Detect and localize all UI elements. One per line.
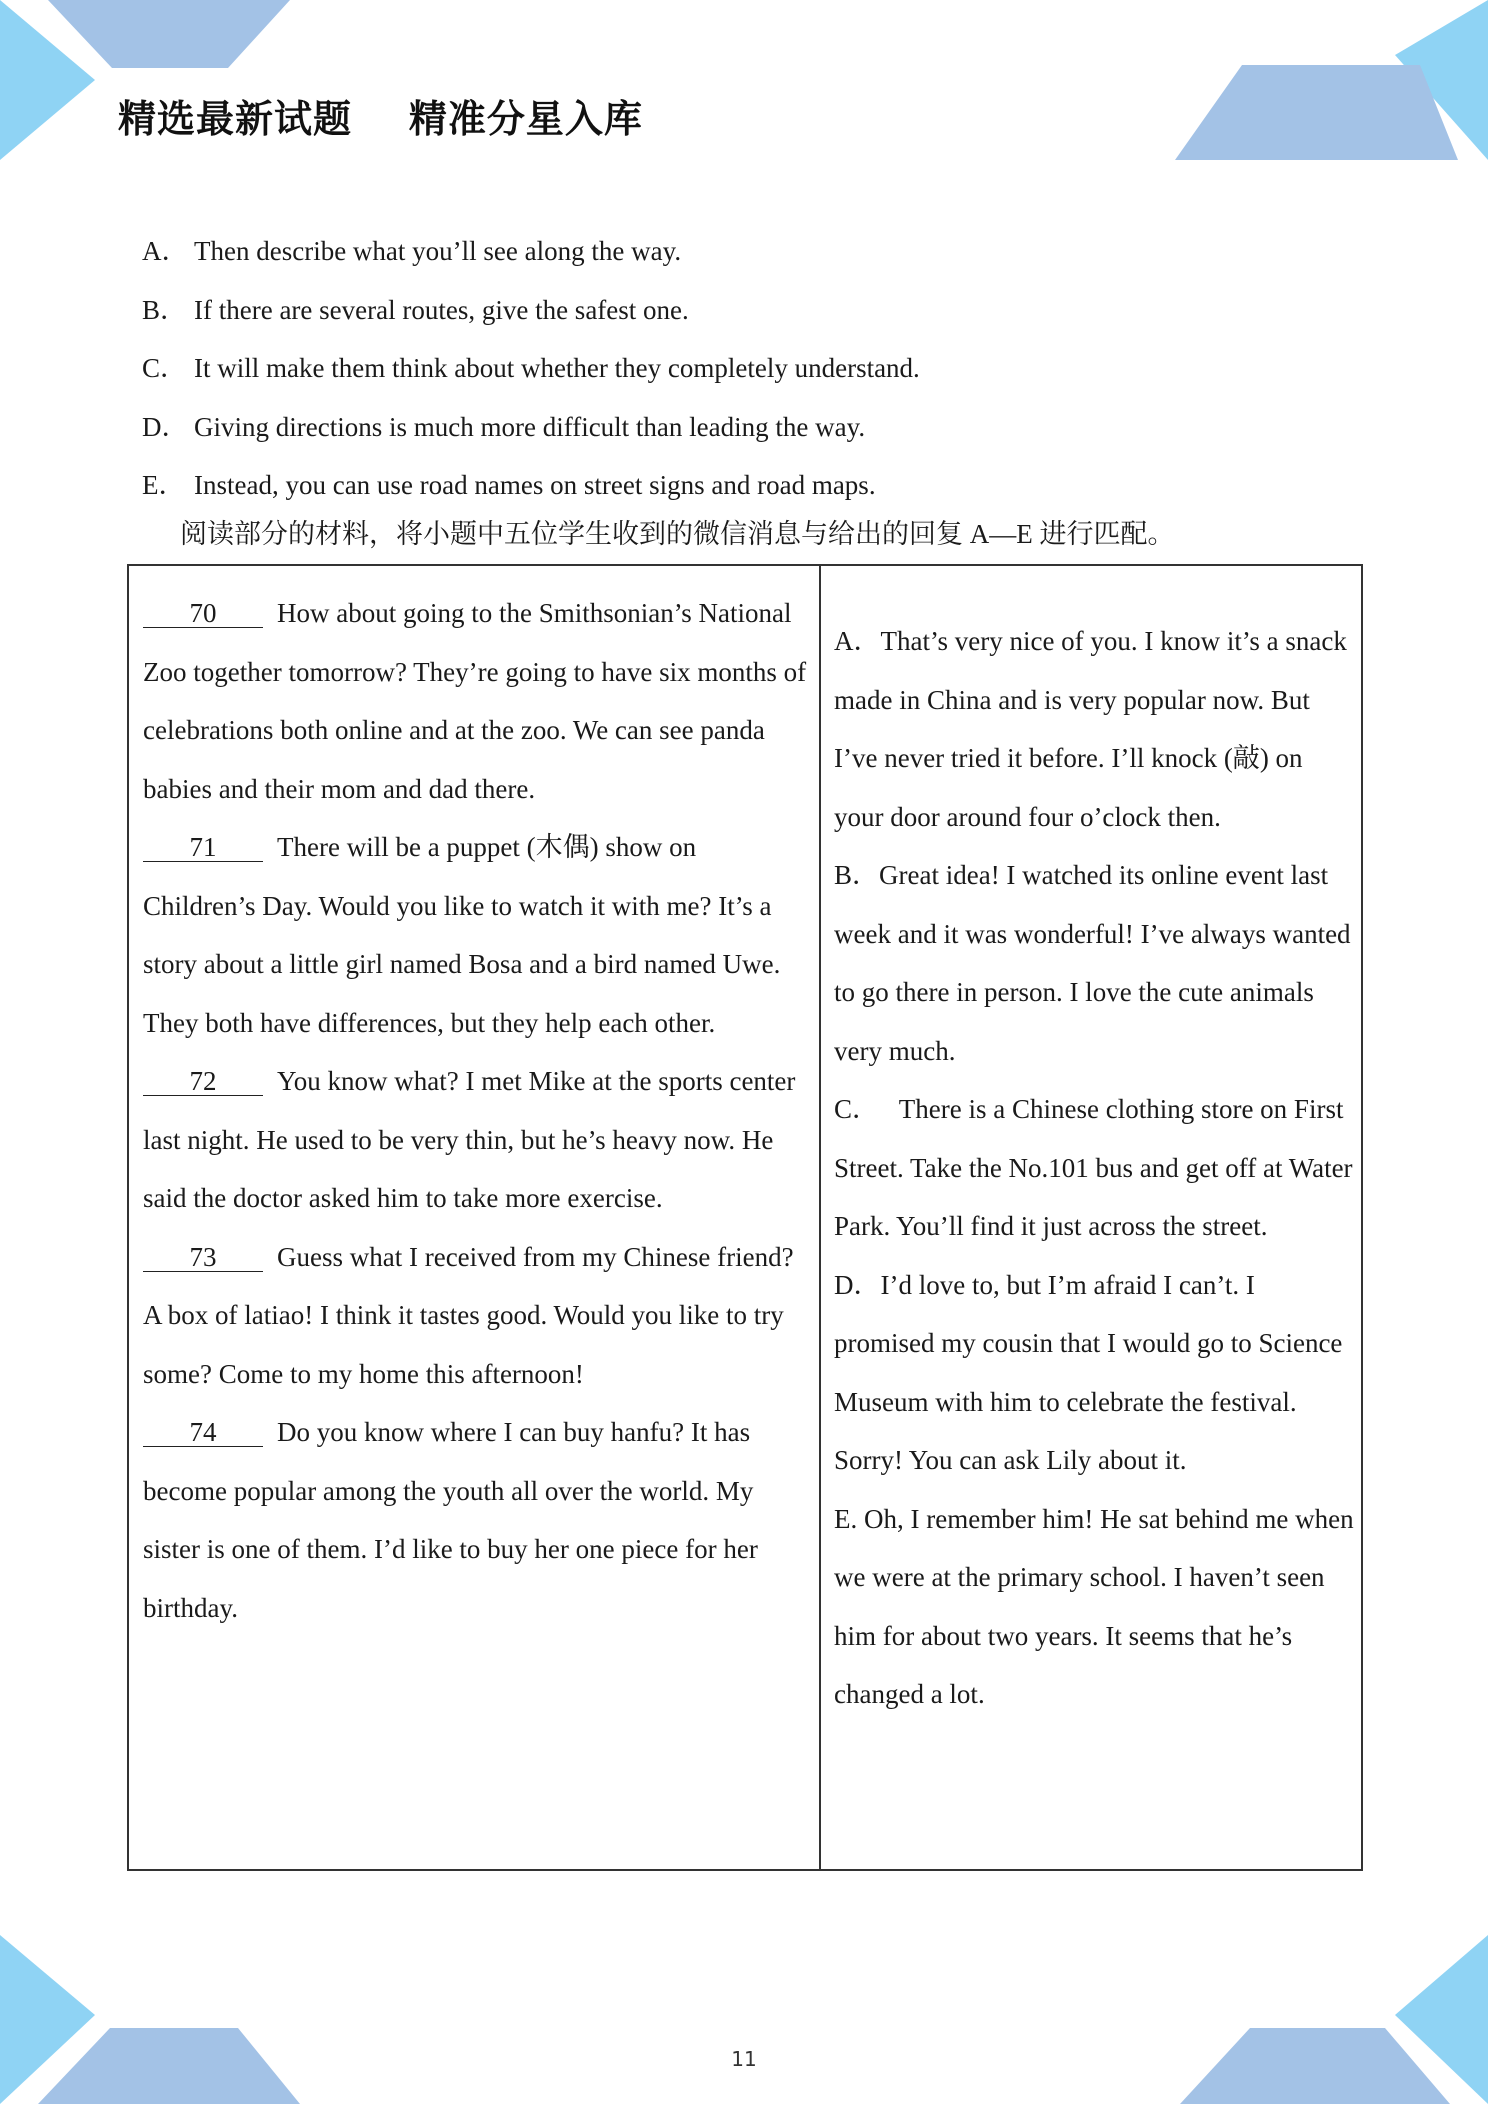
reply-item — [834, 846, 1354, 1080]
reply-letter: C． — [834, 1094, 880, 1124]
answer-blank[interactable]: 74 — [143, 1418, 263, 1447]
answer-blank[interactable]: 73 — [143, 1243, 263, 1272]
message-item — [143, 584, 811, 818]
reply-text: Oh, I remember him! He sat behind me when we were at the primary school. I haven’t seen him for about two years. It seems that he’s changed a lot. — [834, 1503, 1354, 1709]
top-right-trapezoid — [1175, 65, 1458, 160]
option-letter: B． — [142, 294, 188, 325]
option-b — [142, 281, 1342, 340]
option-c — [142, 339, 1342, 398]
option-letter: E． — [142, 470, 186, 500]
page-number: 11 — [731, 2047, 757, 2071]
option-text: Then describe what you’ll see along the way. — [194, 236, 682, 266]
message-text: There will be a puppet (木偶) show on Children’s Day. Would you like to watch it with me? It’s a story about a little girl named Bosa and a bird named Uwe. They both have differences, but they help each other. — [143, 832, 781, 1038]
reply-text: Great idea! I watched its online event last week and it was wonderful! I’ve always wanted to go there in person. I love the cute animals very much. — [834, 860, 1351, 1066]
message-item — [143, 1228, 811, 1404]
option-letter: D． — [142, 411, 189, 442]
reply-item — [834, 1080, 1360, 1256]
message-text: Do you know where I can buy hanfu? It has become popular among the youth all over the world. My sister is one of them. I’d like to buy her one piece for her birthday. — [143, 1417, 758, 1623]
reply-letter: B． — [834, 860, 880, 890]
message-text: You know what? I met Mike at the sports center last night. He used to be very thin, but he’s heavy now. He said the doctor asked him to take more exercise. — [143, 1066, 796, 1213]
message-text: How about going to the Smithsonian’s National Zoo together tomorrow? They’re going to have six months of celebrations both online and at the zoo. We can see panda babies and their mom and dad there. — [143, 598, 807, 804]
messages-column — [143, 584, 811, 1637]
option-a — [142, 222, 1342, 281]
top-left-trapezoid — [48, 0, 290, 68]
option-d — [142, 398, 1342, 457]
header-title: 精选最新试题 精准分星入库 — [118, 97, 643, 141]
message-item — [143, 1403, 811, 1637]
options-list — [142, 222, 1342, 515]
option-letter: A． — [142, 236, 189, 266]
column-divider — [819, 566, 821, 1869]
answer-blank[interactable]: 71 — [143, 833, 263, 862]
reply-item — [834, 612, 1354, 846]
message-item — [143, 1052, 811, 1228]
option-text: Instead, you can use road names on street signs and road maps. — [194, 470, 876, 500]
reply-letter: E. — [834, 1503, 864, 1534]
reply-letter: A． — [834, 626, 881, 656]
answer-blank[interactable]: 72 — [143, 1067, 263, 1096]
option-text: Giving directions is much more difficult than leading the way. — [194, 411, 866, 442]
matching-instruction: 阅读部分的材料，将小题中五位学生收到的微信消息与给出的回复 A—E 进行匹配。 — [180, 519, 1175, 549]
reply-text: That’s very nice of you. I know it’s a snack made in China and is very popular now. But I’ve never tried it before. I’ll knock (敲) on your door around four o’clock then. — [834, 626, 1347, 832]
matching-table — [127, 564, 1363, 1871]
message-item — [143, 818, 811, 1052]
reply-letter: D． — [834, 1269, 881, 1300]
answer-blank[interactable]: 70 — [143, 599, 263, 628]
reply-item — [834, 1256, 1354, 1490]
option-text: If there are several routes, give the safest one. — [194, 294, 689, 325]
option-letter: C． — [142, 353, 188, 383]
reply-text: I’d love to, but I’m afraid I can’t. I promised my cousin that I would go to Science Museum with him to celebrate the festival. Sorry! You can ask Lily about it. — [834, 1269, 1343, 1475]
message-text: Guess what I received from my Chinese friend? A box of latiao! I think it tastes good. Would you like to try some? Come to my home this afternoon! — [143, 1241, 794, 1389]
option-e — [142, 456, 1342, 515]
replies-column — [834, 612, 1360, 1724]
reply-text: There is a Chinese clothing store on First Street. Take the No.101 bus and get off at Water Park. You’ll find it just across the street. — [834, 1094, 1360, 1241]
option-text: It will make them think about whether they completely understand. — [194, 353, 920, 383]
reply-item — [834, 1490, 1354, 1724]
